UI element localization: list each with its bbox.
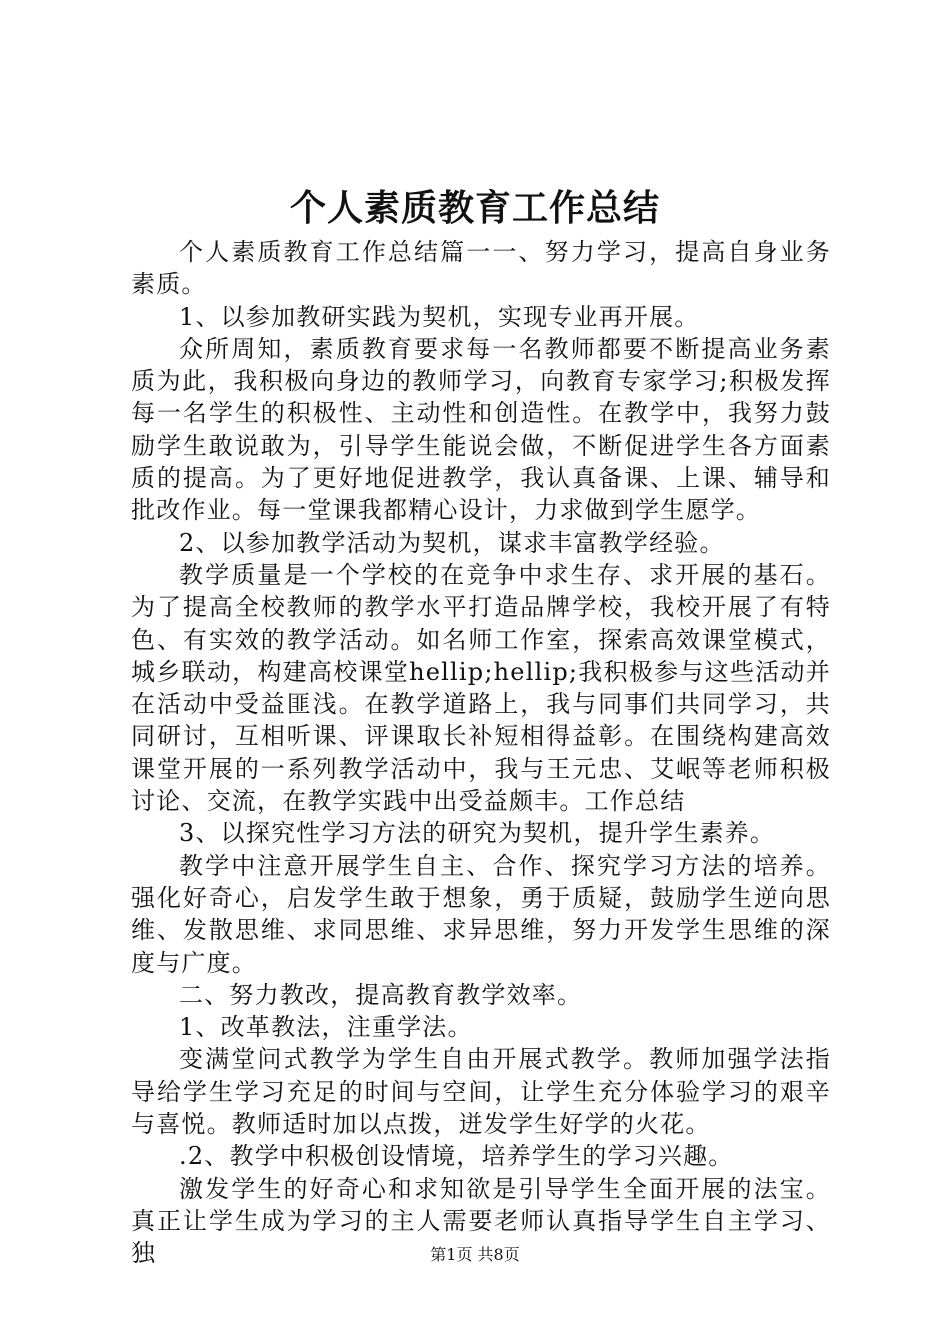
paragraph: .2、教学中积极创设情境，培养学生的学习兴趣。 <box>179 1142 734 1171</box>
document-title: 个人素质教育工作总结 <box>289 187 660 229</box>
paragraph: 二、努力教改，提高教育教学效率。 <box>179 980 583 1009</box>
paragraph: 3、以探究性学习方法的研究为契机，提升学生素养。 <box>179 819 776 848</box>
paragraph: 个人素质教育工作总结篇一一、努力学习，提高自身业务素质。 <box>131 238 831 299</box>
paragraph: 教学中注意开展学生自主、合作、探究学习方法的培养。强化好奇心，启发学生敢于想象，勇于质疑，鼓励学生逆向思维、发散思维、求同思维、求异思维，努力开发学生思维的深度与广度。 <box>131 851 831 977</box>
paragraph: 众所周知，素质教育要求每一名教师都要不断提高业务素质为此，我积极向身边的教师学习，向教育专家学习;积极发挥每一名学生的积极性、主动性和创造性。在教学中，我努力鼓励学生敢说敢为，引导学生能说会做，不断促进学生各方面素质的提高。为了更好地促进教学，我认真备课、上课、辅导和批改作业。每一堂课我都精心设计，力求做到学生愿学。 <box>131 334 831 525</box>
paragraph: 变满堂问式教学为学生自由开展式教学。教师加强学法指导给学生学习充足的时间与空间，让学生充分体验学习的艰辛与喜悦。教师适时加以点拨，迸发学生好学的火花。 <box>131 1045 831 1139</box>
paragraph: 1、以参加教研实践为契机，实现专业再开展。 <box>179 302 700 331</box>
paragraph: 1、改革教法，注重学法。 <box>179 1013 473 1042</box>
paragraph: 教学质量是一个学校的在竞争中求生存、求开展的基石。为了提高全校教师的教学水平打造品牌学校，我校开展了有特色、有实效的教学活动。如名师工作室，探索高效课堂模式，城乡联动，构建高校课堂hellip;hellip;我积极参与这些活动并在活动中受益匪浅。在教学道路上，我与同事们共同学习，共同研讨，互相听课、评课取长补短相得益彰。在围绕构建高效课堂开展的一系列教学活动中，我与王元忠、艾岷等老师积极讨论、交流，在教学实践中出受益颇丰。工作总结 <box>131 560 831 816</box>
document-body <box>131 236 831 1270</box>
paragraph: 激发学生的好奇心和求知欲是引导学生全面开展的法宝。真正让学生成为学习的主人需要老师认真指导学生自主学习、独 <box>131 1174 831 1268</box>
paragraph: 2、以参加教学活动为契机，谋求丰富教学经验。 <box>179 528 725 557</box>
page-footer: 第1页 共8页 <box>430 1245 520 1264</box>
